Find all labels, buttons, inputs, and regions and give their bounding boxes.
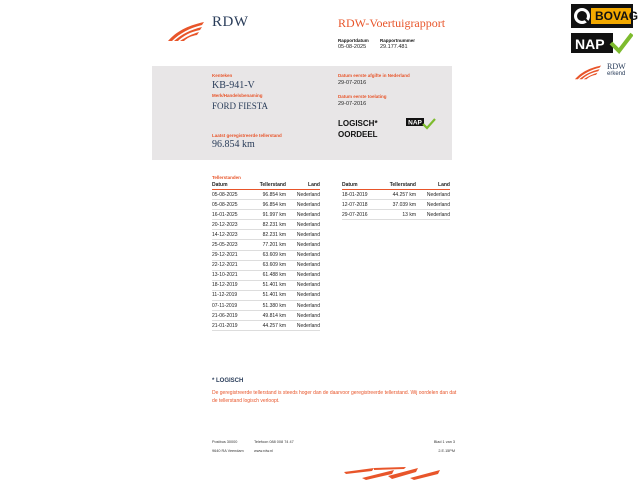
brand-name: RDW bbox=[212, 14, 249, 30]
col-date: Datum bbox=[342, 182, 384, 190]
cell-date: 21-06-2019 bbox=[212, 311, 254, 321]
cell-odometer: 49.814 km bbox=[254, 311, 286, 321]
cell-odometer: 96.854 km bbox=[254, 190, 286, 200]
cell-country: Nederland bbox=[286, 260, 320, 270]
table-row bbox=[212, 230, 320, 240]
readings-table-right bbox=[342, 182, 450, 220]
make-label: Merk/Handelsbenaming bbox=[212, 93, 263, 98]
report-number: 29.177.481 bbox=[380, 44, 408, 50]
nap-label: NAP bbox=[575, 36, 605, 52]
cell-country: Nederland bbox=[286, 270, 320, 280]
cell-country: Nederland bbox=[286, 210, 320, 220]
cell-date: 11-12-2019 bbox=[212, 290, 254, 300]
cell-date: 22-12-2021 bbox=[212, 260, 254, 270]
cell-country: Nederland bbox=[286, 290, 320, 300]
footer-code: 2.E.15PM bbox=[438, 449, 455, 453]
table-row bbox=[342, 210, 450, 220]
cell-country: Nederland bbox=[286, 301, 320, 311]
table-row bbox=[212, 311, 320, 321]
decorative-stripes-icon bbox=[344, 466, 440, 480]
verdict bbox=[338, 118, 378, 140]
cell-odometer: 63.609 km bbox=[254, 250, 286, 260]
make-value: FORD FIESTA bbox=[212, 101, 269, 111]
cell-date: 25-05-2023 bbox=[212, 240, 254, 250]
table-row bbox=[212, 270, 320, 280]
footnote-text: De geregistreerde tellerstand is steeds hoger dan de daarvoor geregistreerde tellerstand. Wij oordelen dan dat de tellerstand logisch verloopt. bbox=[212, 390, 457, 404]
cell-country: Nederland bbox=[286, 220, 320, 230]
footer-city: 9640 RA Veendam bbox=[212, 449, 244, 453]
first-reg-nl-label: Datum eerste afgifte in Nederland bbox=[338, 73, 410, 78]
footer-phone: Telefoon 088 008 74 47 bbox=[254, 440, 294, 444]
table-row bbox=[212, 200, 320, 210]
odometer-label: Laatst geregistreerde tellerstand bbox=[212, 133, 282, 138]
report-number-label: Rapportnummer bbox=[380, 38, 416, 43]
cell-odometer: 82.231 km bbox=[254, 220, 286, 230]
cell-odometer: 61.488 km bbox=[254, 270, 286, 280]
plate-label: Kenteken bbox=[212, 73, 233, 78]
readings-title: Tellerstanden bbox=[212, 175, 241, 180]
rdw-erkend-label: RDW bbox=[607, 62, 626, 71]
cell-date: 21-01-2019 bbox=[212, 321, 254, 331]
table-row bbox=[342, 190, 450, 200]
cell-country: Nederland bbox=[286, 250, 320, 260]
cell-date: 05-08-2025 bbox=[212, 190, 254, 200]
table-row bbox=[212, 301, 320, 311]
col-date: Datum bbox=[212, 182, 254, 190]
cell-country: Nederland bbox=[286, 190, 320, 200]
readings-table-left bbox=[212, 182, 320, 331]
table-row bbox=[212, 240, 320, 250]
nap-check-icon bbox=[406, 118, 436, 130]
odometer-value: 96.854 km bbox=[212, 139, 255, 150]
cell-odometer: 37.039 km bbox=[384, 200, 416, 210]
footnote-title: * LOGISCH bbox=[212, 378, 244, 384]
bovag-label: BOVAG bbox=[595, 9, 639, 23]
bovag-badge bbox=[571, 4, 639, 28]
first-admission-value: 29-07-2016 bbox=[338, 101, 367, 107]
cell-odometer: 77.201 km bbox=[254, 240, 286, 250]
cell-date: 18-01-2019 bbox=[342, 190, 384, 200]
verdict-line1: LOGISCH* bbox=[338, 119, 378, 128]
cell-odometer: 51.401 km bbox=[254, 280, 286, 290]
footer-page: Blad 1 van 3 bbox=[433, 440, 455, 444]
cell-country: Nederland bbox=[416, 190, 450, 200]
cell-odometer: 96.854 km bbox=[254, 200, 286, 210]
table-row bbox=[212, 220, 320, 230]
cell-date: 18-12-2019 bbox=[212, 280, 254, 290]
cell-date: 05-08-2025 bbox=[212, 200, 254, 210]
first-reg-nl-value: 29-07-2016 bbox=[338, 80, 367, 86]
table-row bbox=[212, 210, 320, 220]
table-row bbox=[212, 190, 320, 200]
table-row bbox=[212, 250, 320, 260]
cell-date: 12-07-2018 bbox=[342, 200, 384, 210]
erkend-label: erkend bbox=[607, 71, 626, 77]
cell-date: 29-07-2016 bbox=[342, 210, 384, 220]
report-title: RDW-Voertuigrapport bbox=[338, 16, 446, 30]
cell-date: 07-11-2019 bbox=[212, 301, 254, 311]
cell-date: 13-10-2021 bbox=[212, 270, 254, 280]
cell-country: Nederland bbox=[286, 280, 320, 290]
cell-country: Nederland bbox=[416, 210, 450, 220]
cell-odometer: 13 km bbox=[384, 210, 416, 220]
cell-date: 29-12-2021 bbox=[212, 250, 254, 260]
cell-odometer: 44.257 km bbox=[384, 190, 416, 200]
cell-odometer: 82.231 km bbox=[254, 230, 286, 240]
col-odometer: Tellerstand bbox=[384, 182, 416, 190]
footer-web[interactable]: www.rdw.nl bbox=[254, 449, 273, 453]
col-country: Land bbox=[416, 182, 450, 190]
first-admission-label: Datum eerste toelating bbox=[338, 94, 387, 99]
col-country: Land bbox=[286, 182, 320, 190]
verdict-line2: OORDEEL bbox=[338, 130, 378, 139]
cell-date: 14-12-2023 bbox=[212, 230, 254, 240]
cell-date: 16-01-2025 bbox=[212, 210, 254, 220]
cell-odometer: 91.997 km bbox=[254, 210, 286, 220]
nap-badge bbox=[571, 31, 633, 55]
cell-odometer: 51.380 km bbox=[254, 301, 286, 311]
table-row bbox=[212, 280, 320, 290]
cell-country: Nederland bbox=[286, 230, 320, 240]
rdw-logo-icon bbox=[166, 20, 206, 42]
cell-country: Nederland bbox=[286, 200, 320, 210]
cell-country: Nederland bbox=[286, 311, 320, 321]
cell-odometer: 63.609 km bbox=[254, 260, 286, 270]
table-row bbox=[342, 200, 450, 210]
svg-text:NAP: NAP bbox=[408, 119, 422, 127]
cell-country: Nederland bbox=[286, 321, 320, 331]
rdw-erkend-logo-icon bbox=[573, 64, 603, 80]
vehicle-summary-band bbox=[152, 66, 452, 160]
report-date: 05-08-2025 bbox=[338, 44, 367, 50]
cell-odometer: 44.257 km bbox=[254, 321, 286, 331]
col-odometer: Tellerstand bbox=[254, 182, 286, 190]
cell-odometer: 51.401 km bbox=[254, 290, 286, 300]
footer-postbus: Postbus 30000 bbox=[212, 440, 238, 444]
table-row bbox=[212, 260, 320, 270]
cell-country: Nederland bbox=[286, 240, 320, 250]
plate-value: KB-941-V bbox=[212, 80, 255, 91]
table-row bbox=[212, 290, 320, 300]
cell-date: 20-12-2023 bbox=[212, 220, 254, 230]
table-row bbox=[212, 321, 320, 331]
report-date-label: Rapportdatum bbox=[338, 38, 369, 43]
cell-country: Nederland bbox=[416, 200, 450, 210]
